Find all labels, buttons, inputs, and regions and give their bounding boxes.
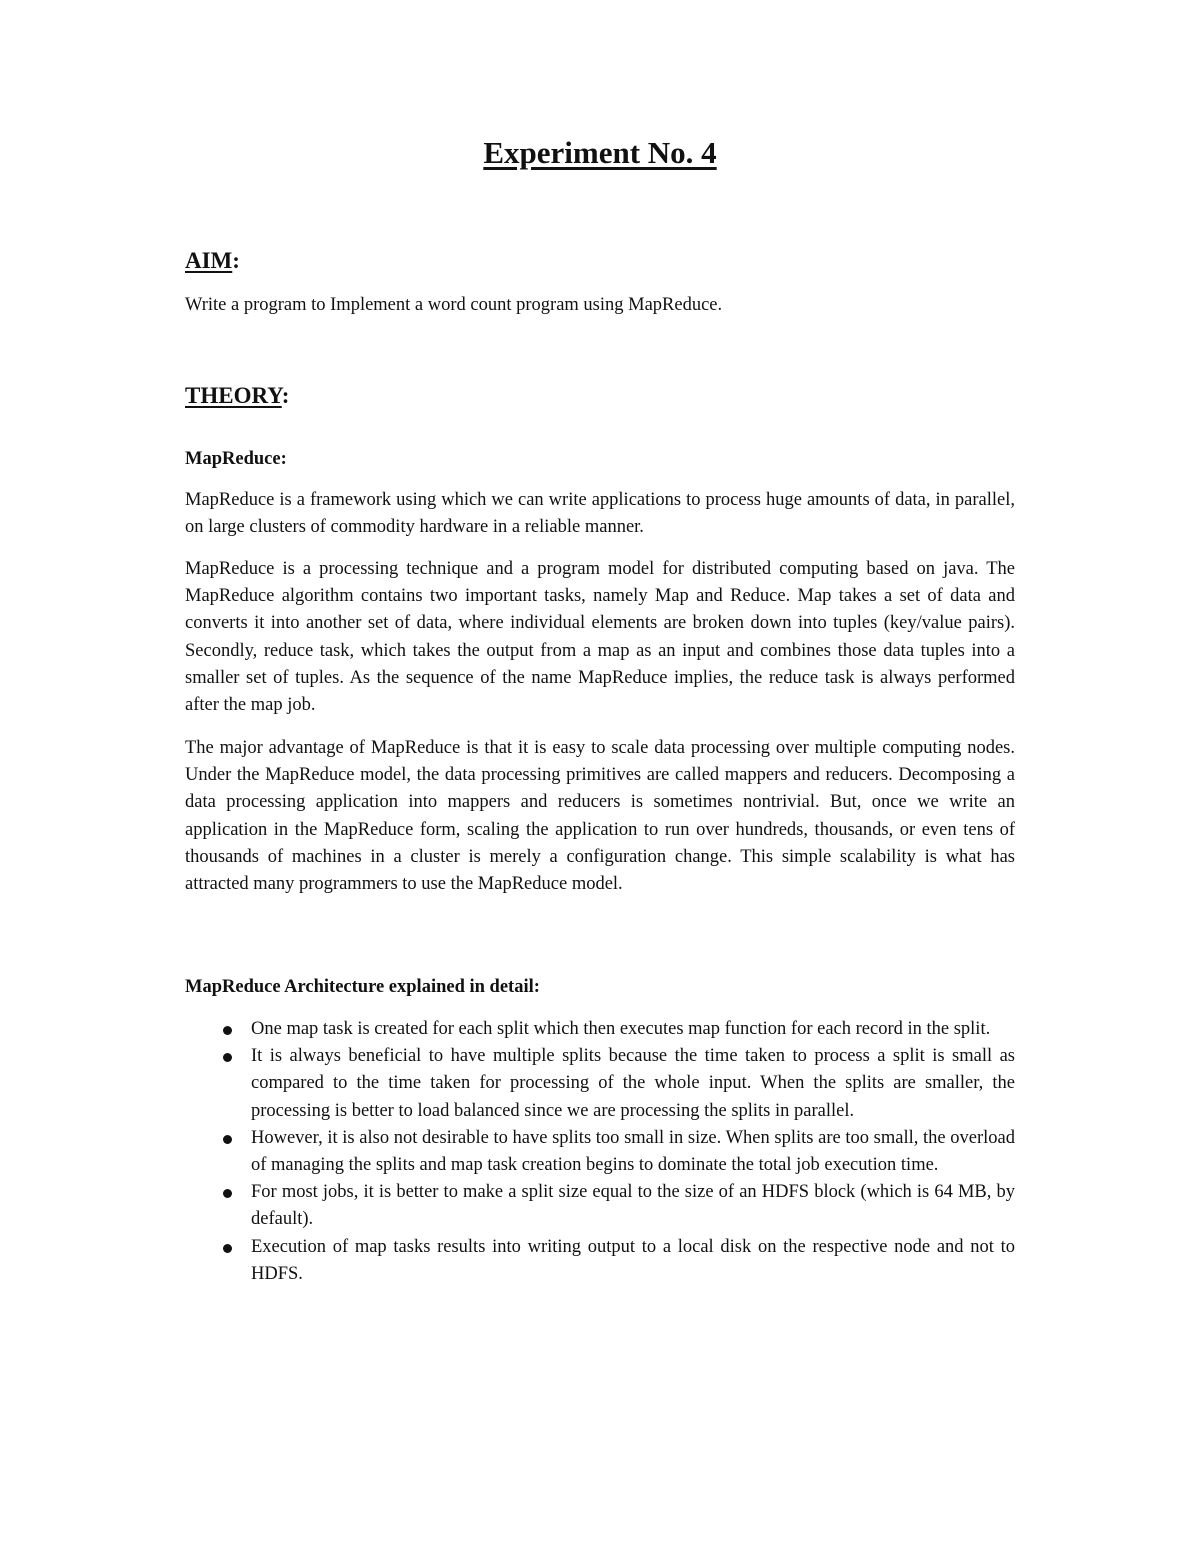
bullet-text: However, it is also not desirable to have splits too small in size. When splits are too small, the overload of managing the splits and map task creation begins to dominate the total job execution time. (251, 1127, 1015, 1176)
list-item (185, 1125, 1015, 1179)
aim-heading (185, 246, 240, 276)
list-item (185, 1016, 1015, 1043)
theory-heading-colon: : (281, 383, 290, 408)
architecture-bullet-list (185, 1016, 1015, 1288)
bullet-text: One map task is created for each split which then executes map function for each record in the split. (251, 1019, 991, 1039)
architecture-subheading: MapReduce Architecture explained in detail: (185, 977, 540, 997)
theory-heading (185, 381, 289, 411)
aim-text: Write a program to Implement a word count program using MapReduce. (185, 295, 723, 315)
bullet-icon (223, 1244, 232, 1253)
list-item (185, 1179, 1015, 1233)
list-item (185, 1043, 1015, 1125)
bullet-icon (223, 1053, 232, 1062)
theory-paragraph-1: MapReduce is a framework using which we can write applications to process huge amounts of data, in parallel, on large clusters of commodity hardware in a reliable manner. (185, 490, 1015, 538)
mapreduce-subheading: MapReduce: (185, 449, 287, 469)
page-title: Experiment No. 4 (483, 135, 717, 170)
bullet-text: For most jobs, it is better to make a split size equal to the size of an HDFS block (which is 64 MB, by default). (251, 1182, 1015, 1230)
bullet-icon (223, 1026, 232, 1035)
aim-heading-colon: : (232, 248, 240, 273)
bullet-icon (223, 1189, 232, 1198)
bullet-text: Execution of map tasks results into writing output to a local disk on the respective node and not to HDFS. (251, 1236, 1015, 1284)
bullet-icon (223, 1135, 232, 1144)
theory-paragraph-3: The major advantage of MapReduce is that it is easy to scale data processing over multiple computing nodes. Under the MapReduce model, the data processing primitives are called mappers and reducers. Decomposing a data processing application into mappers and reducers is sometimes nontrivial. But, once we write an application in the MapReduce form, scaling the application to run over hundreds, thousands, or even tens of thousands of machines in a cluster is merely a configuration change. This simple scalability is what has attracted many programmers to use the MapReduce model. (185, 738, 1015, 895)
theory-paragraph-2: MapReduce is a processing technique and a program model for distributed computing based on java. The MapReduce algorithm contains two important tasks, namely Map and Reduce. Map takes a set of data and converts it into another set of data, where individual elements are broken down into tuples (key/value pairs). Secondly, reduce task, which takes the output from a map as an input and combines those data tuples into a smaller set of tuples. As the sequence of the name MapReduce implies, the reduce task is always performed after the map job. (185, 559, 1015, 716)
theory-heading-label: THEORY (185, 383, 282, 408)
aim-heading-label: AIM (185, 248, 233, 273)
bullet-text: It is always beneficial to have multiple splits because the time taken to process a split is small as compared to the time taken for processing of the whole input. When the splits are smaller, the processing is better to load balanced since we are processing the splits in parallel. (251, 1046, 1015, 1121)
list-item (185, 1234, 1015, 1288)
